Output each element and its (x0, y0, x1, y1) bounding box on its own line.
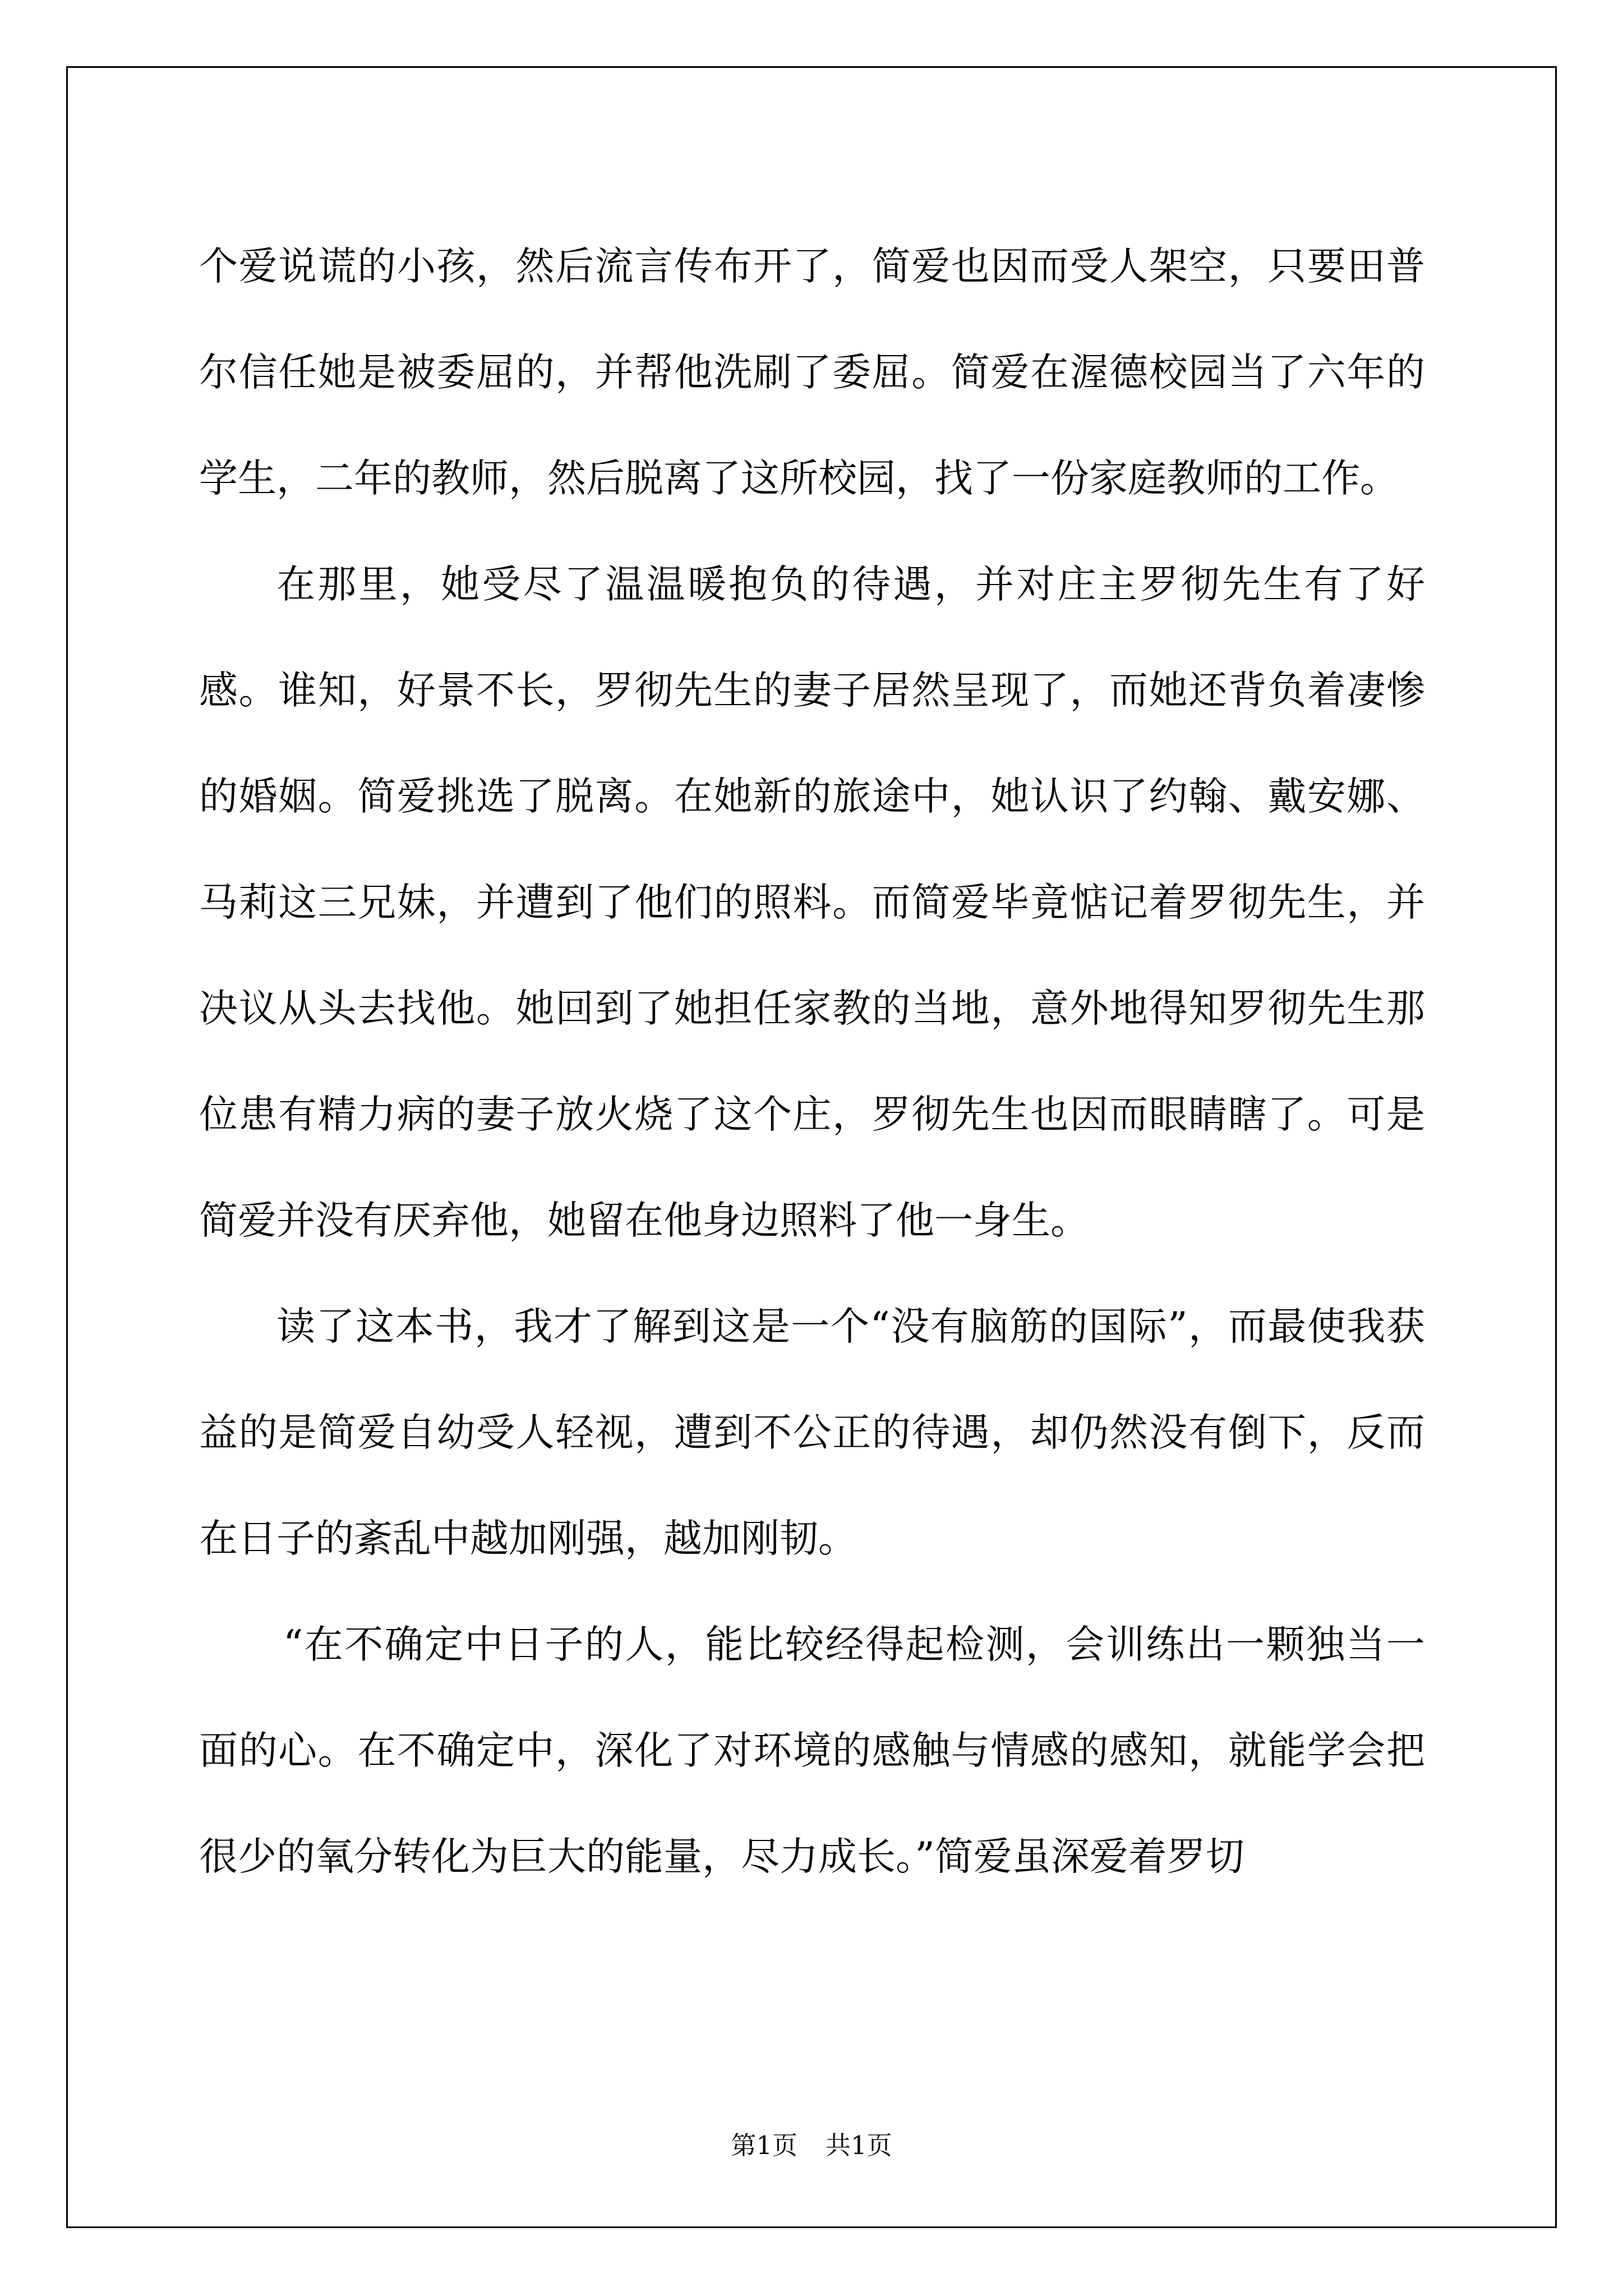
paragraph-2: 在那里，她受尽了温温暖抱负的待遇，并对庄主罗彻先生有了好感。谁知，好景不长，罗彻先生的妻子居然呈现了，而她还背负着凄惨的婚姻。简爱挑选了脱离。在她新的旅途中，她认识了约翰、戴安娜、马莉这三兄妹，并遭到了他们的照料。而简爱毕竟惦记着罗彻先生，并决议从头去找他。她回到了她担任家教的当地，意外地得知罗彻先生那位患有精力病的妻子放火烧了这个庄，罗彻先生也因而眼睛瞎了。可是简爱并没有厌弃他，她留在他身边照料了他一身生。 (199, 562, 1425, 1243)
paragraph-4: “在不确定中日子的人，能比较经得起检测，会训练出一颗独当一面的心。在不确定中，深化了对环境的感触与情感的感知，就能学会把很少的氧分转化为巨大的能量，尽力成长。”简爱虽深爱着罗切 (199, 1622, 1425, 1879)
page-footer (0, 2125, 1623, 2161)
paragraph-1: 个爱说谎的小孩，然后流言传布开了，简爱也因而受人架空，只要田普尔信任她是被委屈的，并帮他洗刷了委屈。简爱在渥德校园当了六年的学生，二年的教师，然后脱离了这所校园，找了一份家庭教师的工作。 (199, 244, 1425, 501)
document-body (199, 214, 1425, 1910)
page-total: 共1页 (826, 2131, 892, 2160)
paragraph-3: 读了这本书，我才了解到这是一个“没有脑筋的国际”，而最使我获益的是简爱自幼受人轻视，遭到不公正的待遇，却仍然没有倒下，反而在日子的紊乱中越加刚强，越加刚韧。 (199, 1304, 1425, 1561)
page-number: 第1页 (731, 2131, 797, 2160)
